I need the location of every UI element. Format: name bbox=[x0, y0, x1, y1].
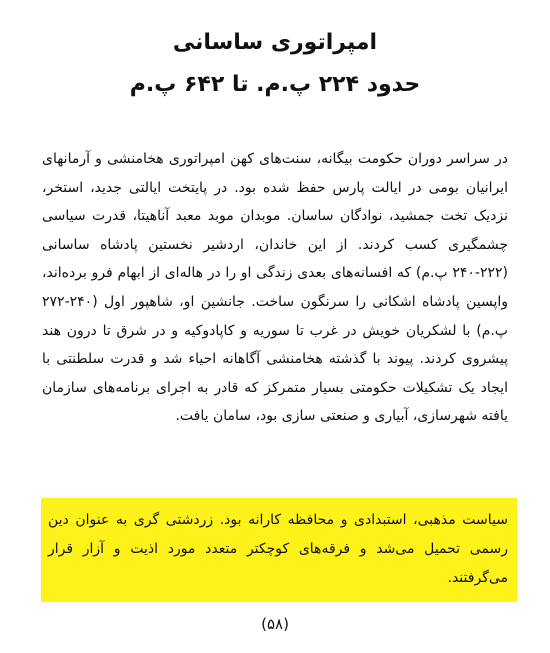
body-paragraph: در سراسر دوران حکومت بیگانه، سنت‌های کهن امپراتوری هخامنشی و آرمانهای ایرانیان بومی در ایالت پارس حفظ شده بود. در پایتخت ایالتی جدید، استخر، نزدیک تخت جمشید، نوادگان ساسان. موبدان موبد معبد آناهیتا، قدرت سیاسی چشمگیری کسب کردند. از این خاندان، اردشیر نخستین پادشاه ساسانی (۲۲۲-۲۴۰ پ.م) که افسانه‌های بعدی زندگی او را در هاله‌ای از ابهام فرو برده‌اند، واپسین پادشاه اشکانی را سرنگون ساخت. جانشین او، شاهپور اول (۲۴۰-۲۷۲ پ.م) با لشکریان خویش در غرب تا سوریه و کاپادوکیه و در شرق تا درون هند پیشروی کردند. پیوند با گذشته هخامنشی آگاهانه احیاء شد و قدرت سلطنتی با ایجاد یک تشکیلات حکومتی بسیار متمرکز که قادر به اجرای برنامه‌های سازمان یافته شهرسازی، آبیاری و صنعتی سازی بود، سامان یافت. bbox=[42, 151, 508, 425]
page-number: (۵۸) bbox=[261, 615, 289, 633]
page-title: امپراتوری ساسانی bbox=[172, 30, 378, 55]
page-subtitle: حدود ۲۲۴ پ.م. تا ۶۴۲ پ.م bbox=[129, 72, 421, 97]
highlighted-paragraph: سیاست مذهبی، استبدادی و محافظه کارانه بود. زردشتی گری به عنوان دین رسمی تحمیل می‌شد و فرقه‌های کوچکتر متعدد مورد اذیت و آزار قرار می‌گرفتند. bbox=[48, 512, 508, 586]
